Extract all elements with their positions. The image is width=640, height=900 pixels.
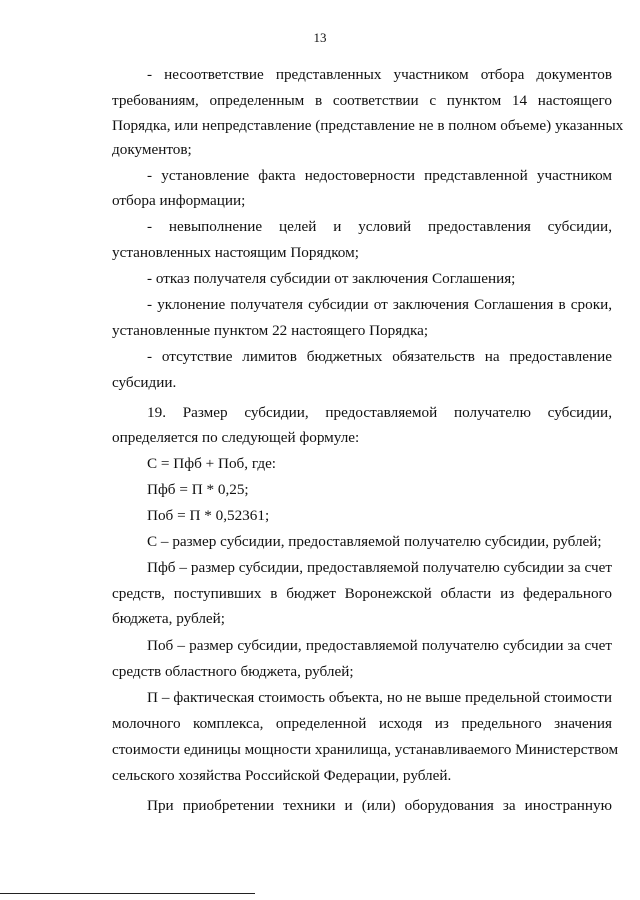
text-line: установленные пунктом 22 настоящего Порядка; [112, 322, 429, 339]
formula-line: С = Пфб + Поб, где: [147, 455, 277, 472]
text-line: документов; [112, 141, 192, 158]
text-line: Поб – размер субсидии, предоставляемой получателю субсидии за счет [147, 637, 612, 654]
text-line: субсидии. [112, 374, 177, 391]
formula-line: Поб = П * 0,52361; [147, 507, 270, 524]
text-line: средств, поступивших в бюджет Воронежской области из федерального [112, 585, 612, 602]
text-line: Пфб – размер субсидии, предоставляемой получателю субсидии за счет [147, 559, 612, 576]
text-line: бюджета, рублей; [112, 610, 226, 627]
text-line: сельского хозяйства Российской Федерации, рублей. [112, 767, 452, 784]
text-line: - уклонение получателя субсидии от заключения Соглашения в сроки, [147, 296, 612, 313]
text-line: 19. Размер субсидии, предоставляемой получателю субсидии, [147, 404, 612, 421]
footer-rule [0, 893, 255, 894]
text-line: - невыполнение целей и условий предоставления субсидии, [147, 218, 612, 235]
text-line: требованиям, определенным в соответствии с пунктом 14 настоящего [112, 92, 612, 109]
text-line: - отказ получателя субсидии от заключения Соглашения; [147, 270, 516, 287]
page-number: 13 [313, 30, 327, 45]
text-line: отбора информации; [112, 192, 246, 209]
text-line: - установление факта недостоверности представленной участником [147, 167, 612, 184]
text-line: стоимости единицы мощности хранилища, устанавливаемого Министерством [112, 741, 619, 758]
text-line: определяется по следующей формуле: [112, 429, 360, 446]
text-line: установленных настоящим Порядком; [112, 244, 359, 261]
text-line: молочного комплекса, определенной исходя из предельного значения [112, 715, 612, 732]
formula-line: Пфб = П * 0,25; [147, 481, 249, 498]
text-line: - несоответствие представленных участником отбора документов [147, 66, 612, 83]
text-line: - отсутствие лимитов бюджетных обязательств на предоставление [147, 348, 612, 365]
text-line: С – размер субсидии, предоставляемой получателю субсидии, рублей; [147, 533, 602, 550]
text-line: Порядка, или непредставление (представление не в полном объеме) указанных [112, 117, 624, 134]
text-line: При приобретении техники и (или) оборудования за иностранную [147, 797, 612, 814]
text-line: П – фактическая стоимость объекта, но не выше предельной стоимости [147, 689, 612, 706]
text-line: средств областного бюджета, рублей; [112, 663, 354, 680]
